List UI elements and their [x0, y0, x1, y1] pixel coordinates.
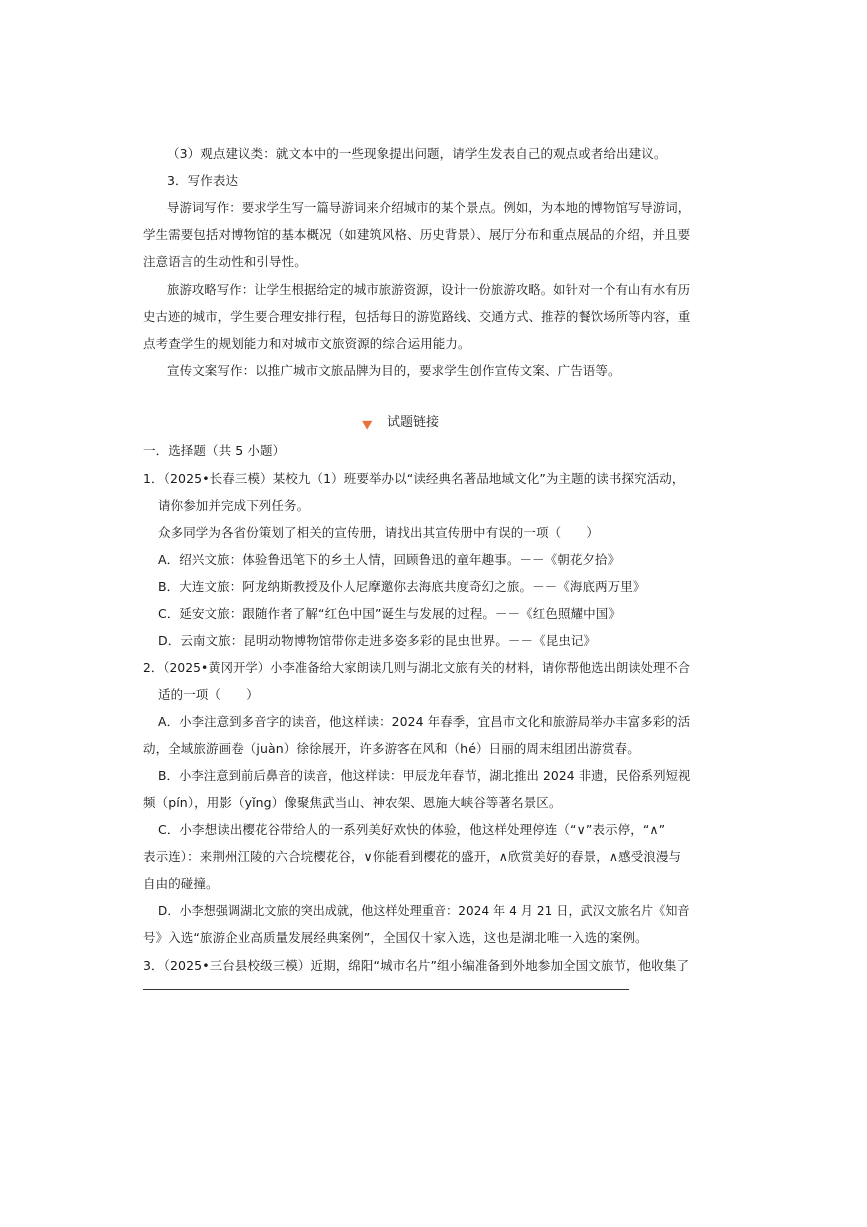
writing-heading: 3．写作表达	[167, 173, 239, 188]
q2-option-c-line-2: 表示连）：来荆州江陵的六合垸樱花谷，∨你能看到樱花的盛开，∧欣赏美好的春景，∧感受浪漫与	[143, 849, 682, 864]
q1-stem-line-1: 1．（2025•长春三模）某校九（1）班要举办以“读经典名著品地域文化”为主题的读书探究活动，	[143, 471, 685, 486]
guide-writing-line-3: 注意语言的生动性和引导性。	[143, 254, 307, 269]
q2-option-d-line-2: 号》入选“旅游企业高质量发展经典案例”，全国仅十家入选，这也是湖北唯一入选的案例。	[143, 930, 648, 945]
page-divider	[143, 989, 629, 990]
q2-option-d-line-1: D．小李想强调湖北文旅的突出成就，他这样处理重音：2024 年 4 月 21 日，武汉文旅名片《知音	[158, 903, 690, 918]
copywriting-line: 宣传文案写作：以推广城市文旅品牌为目的，要求学生创作宣传文案、广告语等。	[167, 363, 621, 378]
q2-option-a-line-1: A．小李注意到多音字的读音，他这样读：2024 年春季，宜昌市文化和旅游局举办丰富多彩的活	[158, 714, 691, 729]
q1-option-b: B．大连文旅：阿龙纳斯教授及仆人尼摩邀你去海底共度奇幻之旅。－－《海底两万里》	[158, 579, 646, 594]
guide-writing-line-1: 导游词写作：要求学生写一篇导游词来介绍城市的某个景点。例如，为本地的博物馆写导游词，	[167, 200, 691, 215]
q2-option-b-line-1: B．小李注意到前后鼻音的读音，他这样读：甲辰龙年春节，湖北推出 2024 非遗，民俗系列短视	[158, 768, 691, 783]
q3-stem-line-1: 3．（2025•三台县校级三模）近期，绵阳“城市名片”组小编准备到外地参加全国文旅节，他收集了	[143, 958, 690, 973]
q2-option-c-line-3: 自由的碰撞。	[143, 876, 219, 891]
q2-option-c-line-1: C．小李想读出樱花谷带给人的一系列美好欢快的体验，他这样处理停连（“∨”表示停，“∧”	[158, 822, 666, 837]
q1-stem-line-2: 请你参加并完成下列任务。	[158, 498, 310, 513]
strategy-writing-line-1: 旅游攻略写作：让学生根据给定的城市旅游资源，设计一份旅游攻略。如针对一个有山有水有历	[167, 282, 691, 297]
section-title-text: 试题链接	[387, 415, 440, 430]
q2-option-b-line-2: 频（pín），用影（yǐng）像聚焦武当山、神农架、恩施大峡谷等著名景区。	[143, 795, 562, 810]
q1-option-c: C．延安文旅：跟随作者了解“红色中国”诞生与发展的过程。－－《红色照耀中国》	[158, 606, 621, 621]
q2-stem-line-1: 2．（2025•黄冈开学）小李准备给大家朗读几则与湖北文旅有关的材料，请你帮他选出朗读处理不合	[143, 660, 691, 675]
guide-writing-line-2: 学生需要包括对博物馆的基本概况（如建筑风格、历史背景）、展厅分布和重点展品的介绍，并且要	[143, 227, 691, 242]
flag-icon	[362, 416, 375, 429]
intro-paragraph-3: （3）观点建议类：就文本中的一些现象提出问题，请学生发表自己的观点或者给出建议。	[167, 146, 667, 161]
q2-stem-line-2: 适的一项（ ）	[158, 687, 259, 702]
q1-option-d: D．云南文旅：昆明动物博物馆带你走进多姿多彩的昆虫世界。－－《昆虫记》	[158, 633, 597, 648]
strategy-writing-line-2: 史古迹的城市，学生要合理安排行程，包括每日的游览路线、交通方式、推荐的餐饮场所等内容，重	[143, 309, 691, 324]
q1-stem-line-3: 众多同学为各省份策划了相关的宣传册，请找出其宣传册中有误的一项（ ）	[158, 525, 600, 540]
q2-option-a-line-2: 动，全域旅游画卷（juàn）徐徐展开，许多游客在风和（hé）日丽的周末组团出游赏春。	[143, 741, 640, 756]
q1-option-a: A．绍兴文旅：体验鲁迅笔下的乡土人情，回顾鲁迅的童年趣事。－－《朝花夕拾》	[158, 552, 621, 567]
question-group-heading: 一．选择题（共 5 小题）	[143, 443, 286, 458]
strategy-writing-line-3: 点考查学生的规划能力和对城市文旅资源的综合运用能力。	[143, 336, 471, 351]
section-title	[364, 414, 439, 432]
